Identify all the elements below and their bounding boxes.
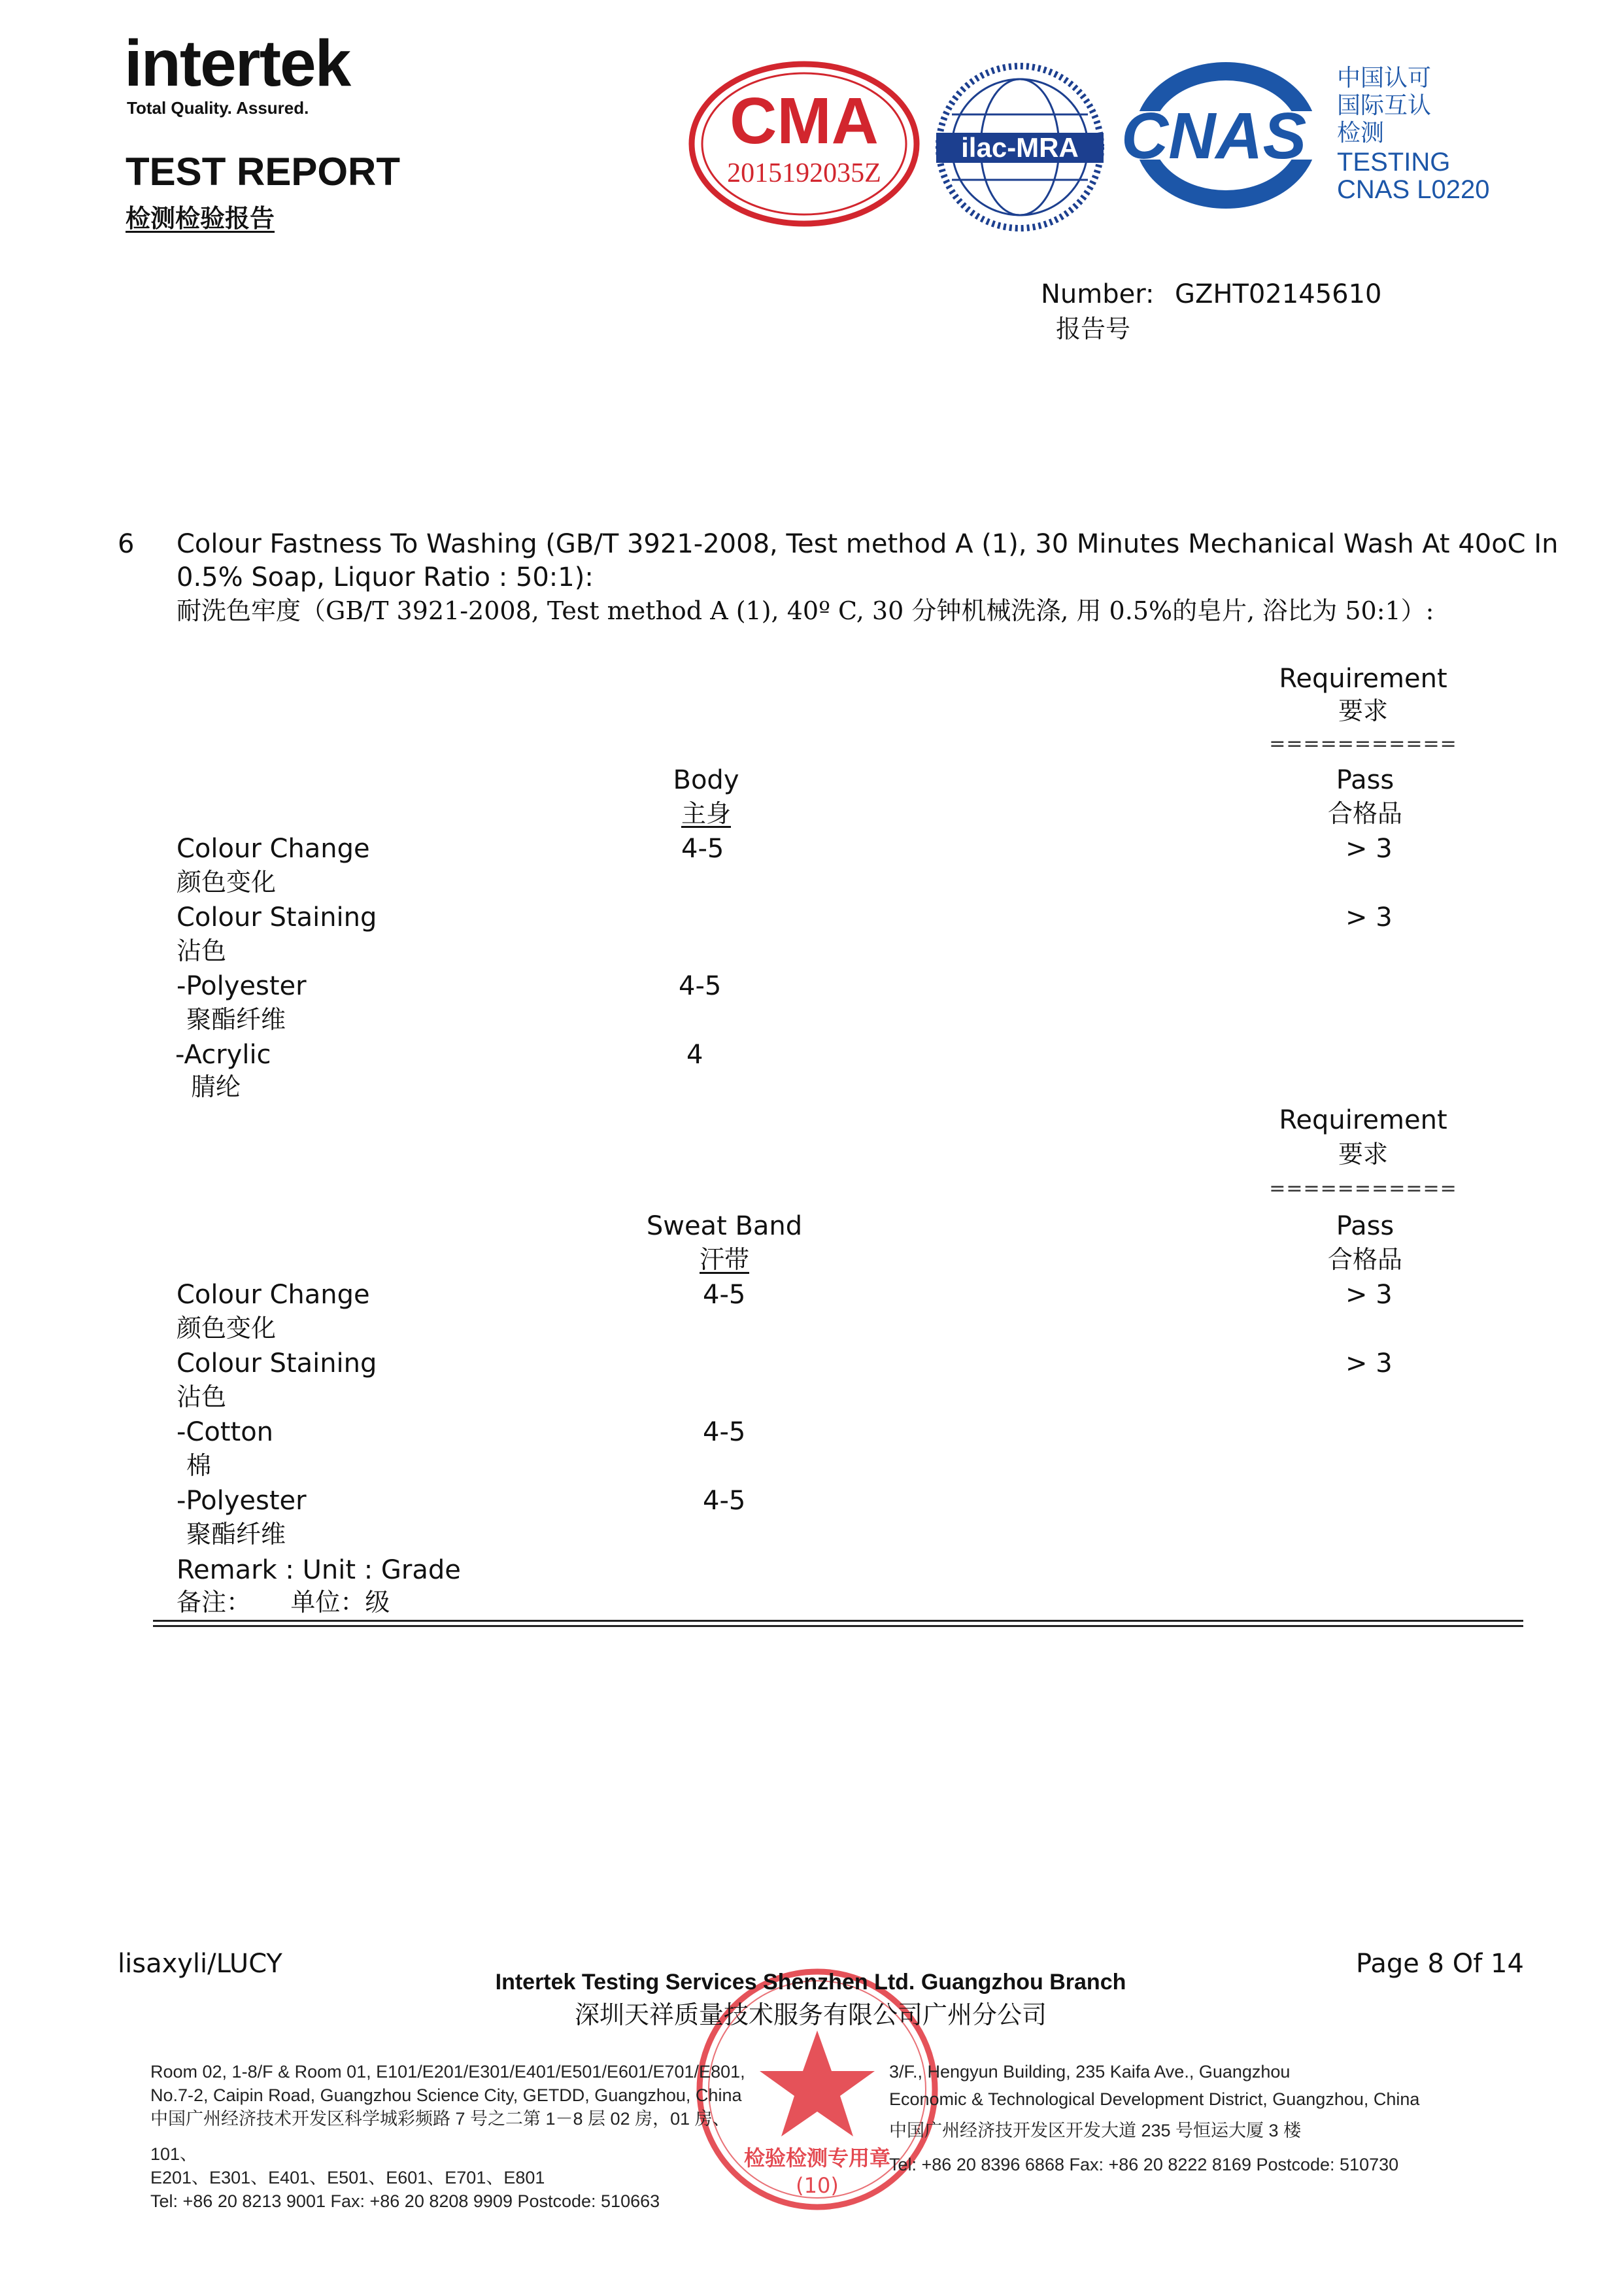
cnas-cn-line-2: 国际互认 bbox=[1337, 92, 1432, 119]
body-column-header-cn: 主身 bbox=[681, 799, 732, 828]
section-title-line-1: Colour Fastness To Washing (GB/T 3921-2008, Test method A (1), 30 Minutes Mechanical Wash At 40oC In bbox=[177, 529, 1559, 559]
cnas-letters: CNAS bbox=[1121, 99, 1307, 173]
band-row-label: Colour Staining bbox=[177, 1348, 377, 1379]
body-row-value: 4 bbox=[686, 1040, 703, 1070]
body-row-label: -Acrylic bbox=[175, 1040, 271, 1070]
footer-address-right-1: 3/F., Hengyun Building, 235 Kaifa Ave., Guangzhou bbox=[889, 2062, 1291, 2082]
footer-page-number: Page 8 Of 14 bbox=[1356, 1949, 1524, 1979]
footer-company-name: Intertek Testing Services Shenzhen Ltd. Guangzhou Branch bbox=[495, 1970, 1126, 1995]
band-requirement-separator: =========== bbox=[1269, 1177, 1457, 1200]
footer-company-name-cn: 深圳天祥质量技术服务有限公司广州分公司 bbox=[574, 2000, 1047, 2029]
band-row-label-cn: 棉 bbox=[186, 1451, 212, 1480]
ilac-text: ilac-MRA bbox=[961, 132, 1079, 163]
body-requirement-separator: =========== bbox=[1269, 732, 1457, 755]
section-title-cn: 耐洗色牢度（GB/T 3921-2008, Test method A (1), 40º C, 30 分钟机械洗涤, 用 0.5%的皂片, 浴比为 50:1）: bbox=[177, 596, 1434, 625]
body-requirement-label-cn: 要求 bbox=[1338, 696, 1389, 725]
body-row-requirement: > 3 bbox=[1345, 902, 1393, 933]
band-column-header: Sweat Band bbox=[646, 1211, 803, 1241]
band-row-label: -Cotton bbox=[177, 1417, 274, 1447]
band-row-requirement: > 3 bbox=[1345, 1280, 1393, 1310]
cnas-testing: TESTING bbox=[1337, 148, 1451, 177]
footer-phone-left: Tel: +86 20 8213 9001 Fax: +86 20 8208 9909 Postcode: 510663 bbox=[150, 2191, 660, 2211]
stamp-text: 检验检测专用章 bbox=[743, 2146, 890, 2170]
body-row-value: 4-5 bbox=[679, 971, 722, 1001]
band-requirement-label: Requirement bbox=[1279, 1105, 1447, 1135]
footer-address-left-1: Room 02, 1-8/F & Room 01, E101/E201/E301/E401/E501/E601/E701/E801, bbox=[150, 2062, 745, 2082]
footer-phone-right: Tel: +86 20 8396 6868 Fax: +86 20 8222 8169 Postcode: 510730 bbox=[889, 2155, 1399, 2174]
band-row-value: 4-5 bbox=[703, 1486, 746, 1516]
report-number-value: GZHT02145610 bbox=[1175, 279, 1382, 309]
cma-letters: CMA bbox=[730, 84, 879, 158]
footer-address-left-3: 中国广州经济技术开发区科学城彩频路 7 号之二第 1－8 层 02 房，01 房、 bbox=[150, 2109, 730, 2129]
band-column-header-cn: 汗带 bbox=[699, 1245, 750, 1274]
report-title: TEST REPORT bbox=[126, 150, 401, 194]
table-end-rule-bottom bbox=[153, 1625, 1523, 1627]
cma-seal bbox=[686, 59, 922, 229]
band-pass-label-cn: 合格品 bbox=[1327, 1245, 1403, 1274]
footer-address-right-2: Economic & Technological Development District, Guangzhou, China bbox=[889, 2089, 1420, 2109]
body-requirement-label: Requirement bbox=[1279, 664, 1447, 694]
remark-text: Remark : Unit : Grade bbox=[177, 1555, 461, 1585]
report-number-label-cn: 报告号 bbox=[1056, 315, 1131, 343]
cnas-code: CNAS L0220 bbox=[1337, 175, 1490, 204]
body-row-label-cn: 颜色变化 bbox=[177, 868, 277, 897]
cnas-cn-line-1: 中国认可 bbox=[1337, 65, 1432, 92]
body-pass-label-cn: 合格品 bbox=[1327, 799, 1403, 828]
body-row-label-cn: 沾色 bbox=[177, 936, 227, 965]
report-title-cn: 检测检验报告 bbox=[126, 204, 275, 233]
band-row-label-cn: 聚酯纤维 bbox=[186, 1520, 286, 1549]
band-row-label-cn: 颜色变化 bbox=[177, 1314, 277, 1343]
body-column-header: Body bbox=[673, 765, 739, 795]
brand-tagline: Total Quality. Assured. bbox=[127, 98, 309, 118]
body-row-label-cn: 聚酯纤维 bbox=[186, 1005, 286, 1034]
remark-text-cn: 备注： 单位：级 bbox=[177, 1588, 390, 1617]
band-requirement-label-cn: 要求 bbox=[1338, 1140, 1389, 1169]
body-pass-label: Pass bbox=[1336, 765, 1394, 795]
ilac-mra-seal bbox=[935, 62, 1105, 232]
stamp-number: (10) bbox=[796, 2173, 839, 2198]
report-number-label: Number: bbox=[1041, 279, 1155, 309]
cnas-cn-line-3: 检测 bbox=[1337, 120, 1385, 146]
band-row-value: 4-5 bbox=[703, 1417, 746, 1447]
cma-number: 2015192035Z bbox=[727, 158, 881, 188]
band-pass-label: Pass bbox=[1336, 1211, 1394, 1241]
cnas-logo bbox=[1121, 60, 1494, 211]
band-row-label: Colour Change bbox=[177, 1280, 370, 1310]
body-row-requirement: > 3 bbox=[1345, 834, 1393, 864]
footer-address-left-2: No.7-2, Caipin Road, Guangzhou Science City, GETDD, Guangzhou, China bbox=[150, 2085, 742, 2105]
body-row-label-cn: 腈纶 bbox=[191, 1072, 241, 1101]
footer-address-left-4: 101、 bbox=[150, 2144, 198, 2164]
section-index: 6 bbox=[118, 529, 135, 559]
body-row-label: Colour Staining bbox=[177, 902, 377, 933]
band-row-label: -Polyester bbox=[177, 1486, 307, 1516]
brand-wordmark: intertek bbox=[124, 27, 350, 100]
band-row-requirement: > 3 bbox=[1345, 1348, 1393, 1379]
table-end-rule-top bbox=[153, 1620, 1523, 1622]
footer-address-right-3: 中国广州经济技开发区开发大道 235 号恒运大厦 3 楼 bbox=[889, 2121, 1302, 2140]
body-row-label: -Polyester bbox=[177, 971, 307, 1001]
footer-author: lisaxyli/LUCY bbox=[118, 1949, 282, 1979]
body-row-value: 4-5 bbox=[681, 834, 724, 864]
band-row-value: 4-5 bbox=[703, 1280, 746, 1310]
footer-address-left-5: E201、E301、E401、E501、E601、E701、E801 bbox=[150, 2168, 545, 2187]
band-row-label-cn: 沾色 bbox=[177, 1382, 227, 1411]
body-row-label: Colour Change bbox=[177, 834, 370, 864]
section-title-line-2: 0.5% Soap, Liquor Ratio : 50:1): bbox=[177, 562, 594, 592]
